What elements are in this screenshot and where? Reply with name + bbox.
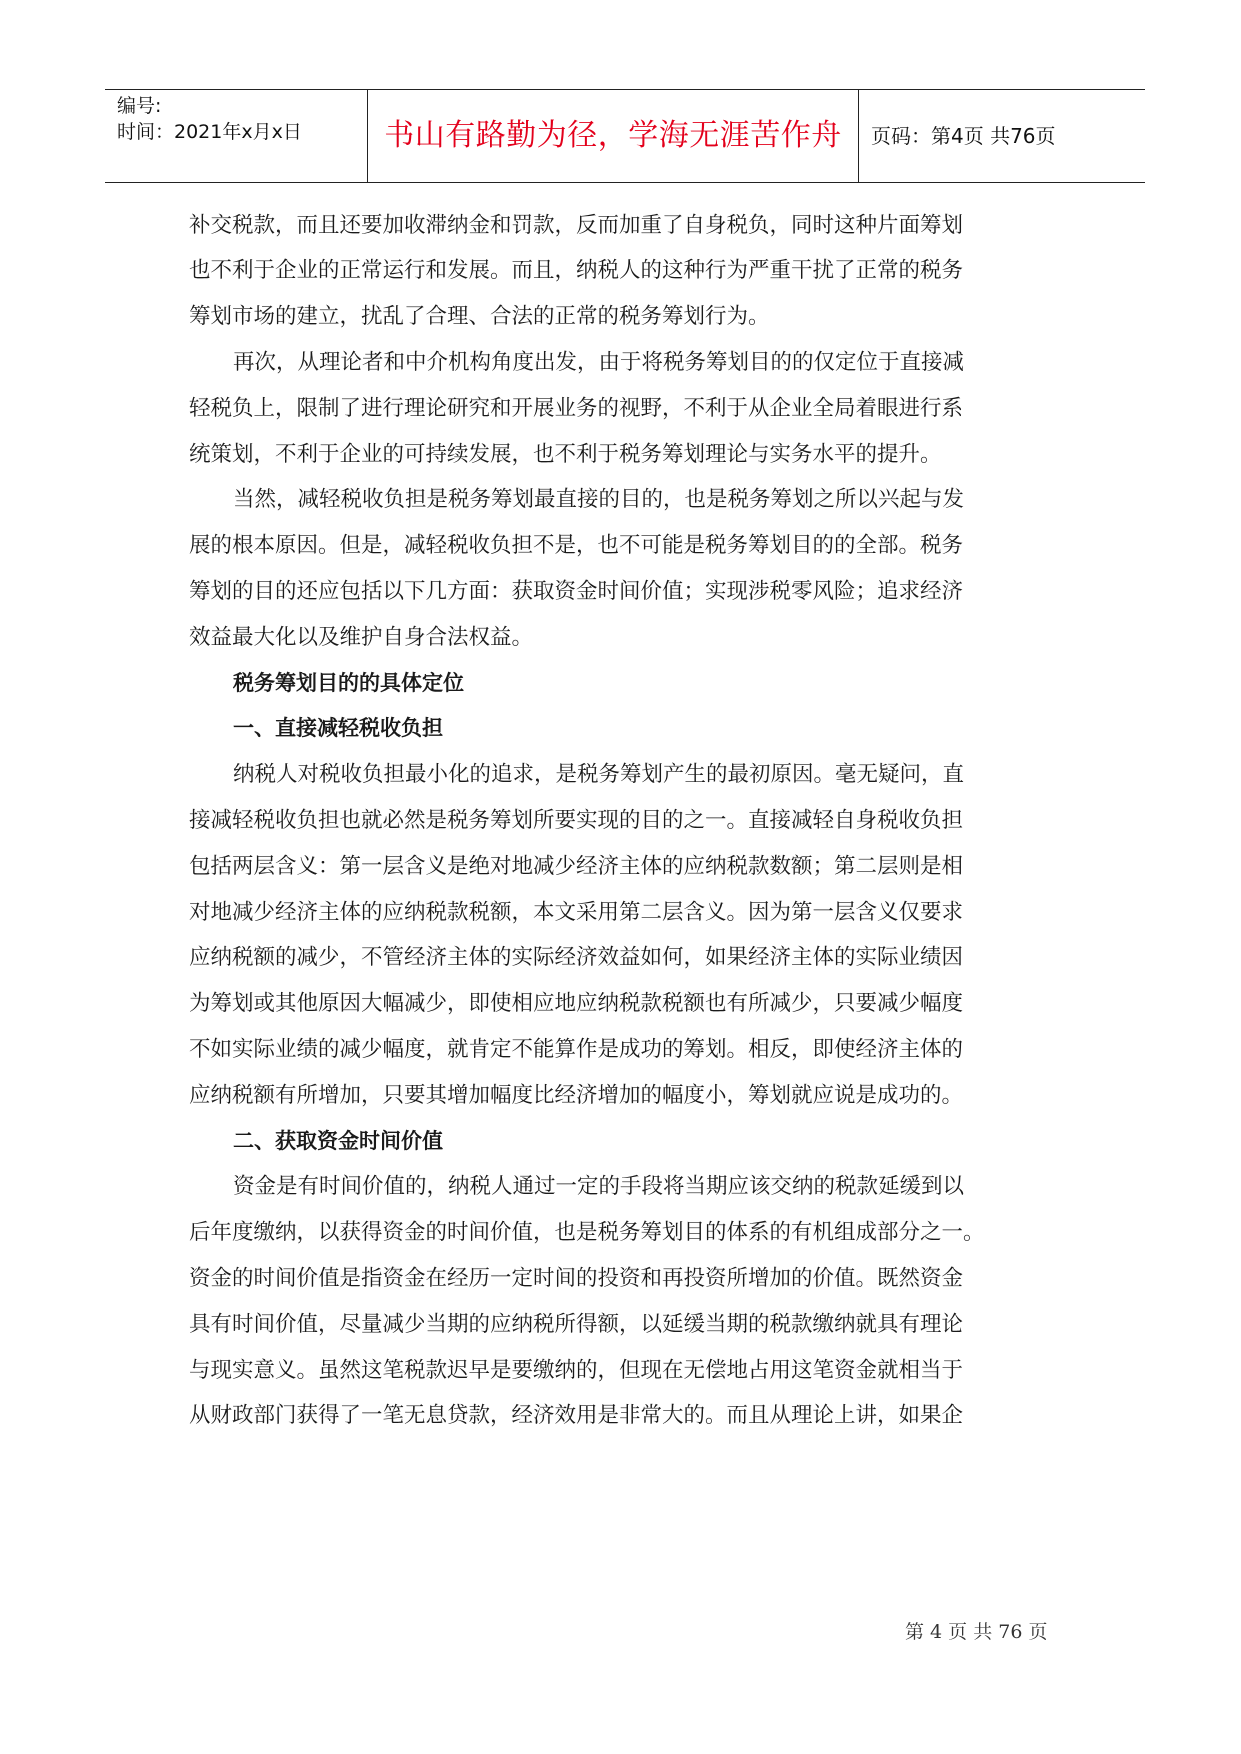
- header-page-code: 页码：第4页 共76页: [871, 124, 1056, 148]
- body-text-line: 应纳税额的减少，不管经济主体的实际经济效益如何，如果经济主体的实际业绩因: [189, 945, 964, 971]
- header-motto: 书山有路勤为径，学海无涯苦作舟: [384, 118, 842, 153]
- header-page-cell: [859, 90, 1145, 182]
- body-text-line: 对地减少经济主体的应纳税款税额，本文采用第二层含义。因为第一层含义仅要求: [189, 899, 964, 925]
- document-number-label: 编号:: [117, 95, 162, 117]
- body-text-line: 统策划，不利于企业的可持续发展，也不利于税务筹划理论与实务水平的提升。: [189, 441, 942, 467]
- body-text-line: 筹划的目的还应包括以下几方面：获取资金时间价值；实现涉税零风险；追求经济: [189, 578, 964, 604]
- body-text-line: 展的根本原因。但是，减轻税收负担不是，也不可能是税务筹划目的的全部。税务: [189, 533, 964, 559]
- section-heading: 二、获取资金时间价值: [233, 1128, 443, 1153]
- body-text-line: 轻税负上，限制了进行理论研究和开展业务的视野，不利于从企业全局着眼进行系: [189, 395, 964, 421]
- body-text-line: 包括两层含义：第一层含义是绝对地减少经济主体的应纳税款数额；第二层则是相: [189, 853, 964, 879]
- document-time-label: 时间：2021年x月x日: [117, 121, 302, 143]
- body-text-line: 再次，从理论者和中介机构角度出发，由于将税务筹划目的的仅定位于直接减: [233, 349, 965, 375]
- body-text-line: 接减轻税收负担也就必然是税务筹划所要实现的目的之一。直接减轻自身税收负担: [189, 807, 964, 833]
- page-header: [105, 89, 1145, 183]
- body-text-line: 也不利于企业的正常运行和发展。而且，纳税人的这种行为严重干扰了正常的税务: [189, 258, 964, 284]
- section-heading: 一、直接减轻税收负担: [233, 716, 443, 741]
- body-text-line: 具有时间价值，尽量减少当期的应纳税所得额，以延缓当期的税款缴纳就具有理论: [189, 1311, 964, 1337]
- body-text-line: 资金的时间价值是指资金在经历一定时间的投资和再投资所增加的价值。既然资金: [189, 1265, 964, 1291]
- body-text-line: 当然，减轻税收负担是税务筹划最直接的目的，也是税务筹划之所以兴起与发: [233, 487, 965, 513]
- body-text-line: 补交税款，而且还要加收滞纳金和罚款，反而加重了自身税负，同时这种片面筹划: [189, 212, 964, 238]
- body-text-line: 为筹划或其他原因大幅减少，即使相应地应纳税款税额也有所减少，只要减少幅度: [189, 991, 964, 1017]
- page-footer: 第 4 页 共 76 页: [905, 1621, 1048, 1643]
- header-motto-cell: [367, 90, 859, 182]
- body-text-line: 资金是有时间价值的，纳税人通过一定的手段将当期应该交纳的税款延缓到以: [233, 1174, 965, 1200]
- body-text-line: 筹划市场的建立，扰乱了合理、合法的正常的税务筹划行为。: [189, 304, 770, 330]
- body-text-line: 纳税人对税收负担最小化的追求，是税务筹划产生的最初原因。毫无疑问，直: [233, 762, 965, 788]
- body-text-line: 从财政部门获得了一笔无息贷款，经济效用是非常大的。而且从理论上讲，如果企: [189, 1403, 964, 1429]
- body-text-line: 后年度缴纳，以获得资金的时间价值，也是税务筹划目的体系的有机组成部分之一。: [189, 1220, 985, 1246]
- body-text-line: 效益最大化以及维护自身合法权益。: [189, 624, 534, 650]
- header-info-cell: [105, 90, 367, 182]
- body-text-line: 与现实意义。虽然这笔税款迟早是要缴纳的，但现在无偿地占用这笔资金就相当于: [189, 1357, 964, 1383]
- section-heading: 税务筹划目的的具体定位: [233, 670, 464, 695]
- body-text-line: 应纳税额有所增加，只要其增加幅度比经济增加的幅度小，筹划就应说是成功的。: [189, 1082, 964, 1108]
- body-text-line: 不如实际业绩的减少幅度，就肯定不能算作是成功的筹划。相反，即使经济主体的: [189, 1036, 964, 1062]
